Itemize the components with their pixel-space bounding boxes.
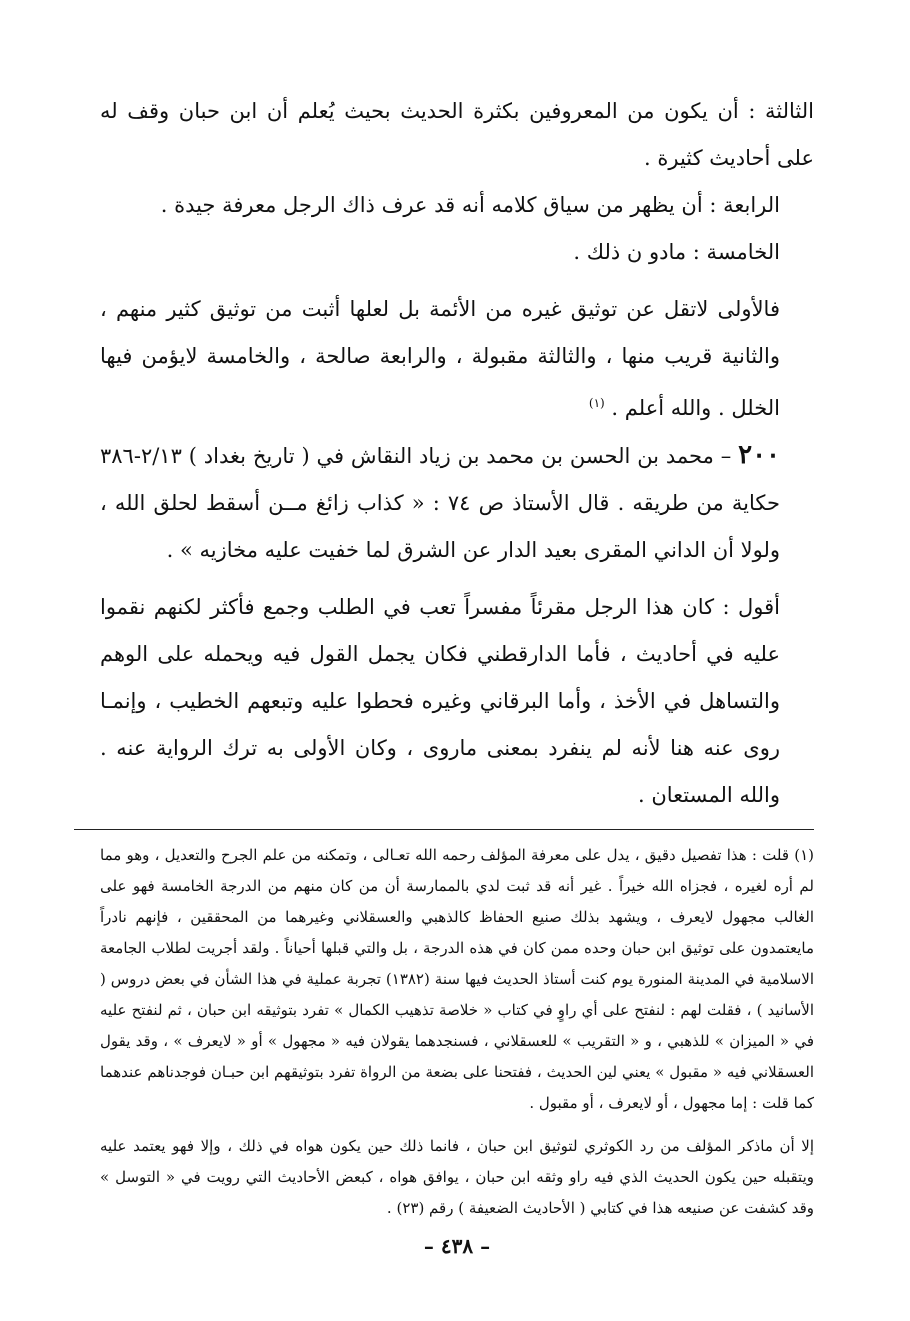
- entry-number: ٢٠٠: [738, 440, 781, 470]
- paragraph-comment: أقول : كان هذا الرجل مقرئاً مفسراً تعب في الطلب وجمع فأكثر لكنهم نقموا عليه في أحاديث ، فأما الدارقطني فكان يجمل القول فيه ويحمله على الوهم والتساهل في الأخذ ، وأما البرقاني وغيره فحطوا عليه وتبعهم الخطيب ، وإنمـا روى عنه هنا لأنه لم ينفرد بمعنى ماروى ، وكان الأولى به ترك الرواية عنه . والله المستعان .: [100, 595, 780, 807]
- paragraph-third: الثالثة : أن يكون من المعروفين بكثرة الحديث بحيث يُعلم أن ابن حبان وقف له على أحاديث كثيرة .: [100, 99, 814, 170]
- footnotes: [100, 840, 814, 1224]
- book-page: [100, 88, 814, 1258]
- footnote-continuation: إلا أن ماذكر المؤلف من رد الكوثري لتوثيق ابن حبان ، فانما ذلك حين يكون هواه في ذلك ، وإلا فهو يعتمد عليه ويتقبله حين يكون الحديث الذي فيه راو وثقه ابن حبان ، يوافق هواه ، كبعض الأحاديث التي رويت في « التوسل » وقد كشفت عن صنيعه هذا في كتابي ( الأحاديث الضعيفة ) رقم (٢٣) .: [100, 1137, 815, 1217]
- footnote-divider: [74, 829, 814, 830]
- entry-text: – محمد بن الحسن بن محمد بن زياد النقاش في ( تاريخ بغداد ) ٢/١٣-٣٨٦ حكاية من طريقه . قال الأستاذ ص ٧٤ : « كذاب زائغ مــن أسقط لحلق الله ، ولولا أن الداني المقرى بعيد الدار عن الشرق لما خفيت عليه مخازيه » .: [100, 444, 780, 562]
- paragraph-fifth: الخامسة : مادو ن ذلك .: [573, 240, 780, 264]
- paragraph-summary: [100, 286, 814, 432]
- page-number: – ٤٣٨ –: [423, 1234, 491, 1258]
- footnote-1: (١) قلت : هذا تفصيل دقيق ، يدل على معرفة المؤلف رحمه الله تعـالى ، وتمكنه من علم الجرح والتعديل ، وهو مما لم أره لغيره ، فجزاه الله خيراً . غير أنه قد ثبت لدي بالممارسة أن من كان منهم من الدرجة الخامسة فهو على الغالب مجهول لايعرف ، ويشهد بذلك صنيع الحفاظ كالذهبي والعسقلاني وغيرهما من المحققين ، فإنهم نادراً مايعتمدون على توثيق ابن حبان وحده ممن كان في هذه الدرجة ، بل والتي قبلها أحياناً . ولقد أجريت لطلاب الجامعة الاسلامية في المدينة المنورة يوم كنت أستاذ الحديث فيها سنة (١٣٨٢) تجربة عملية في هذا الشأن في بعض دروس ( الأسانيد ) ، فقلت لهم : لنفتح على أي راوٍ في كتاب « خلاصة تذهيب الكمال » تفرد بتوثيقه ابن حبان ، ثم لنفتح عليه في « الميزان » للذهبي ، و « التقريب » للعسقلاني ، فسنجدهما يقولان فيه « مجهول » أو « لايعرف » ، وقد يقول العسقلاني فيه « مقبول » يعني لين الحديث ، ففتحنا على بضعة من الرواة تفرد بتوثيقهم ابن حبـان فوجدناهم عندهما كما قلت : إما مجهول ، أو لايعرف ، أو مقبول .: [100, 846, 815, 1112]
- paragraph-fourth: الرابعة : أن يظهر من سياق كلامه أنه قد عرف ذاك الرجل معرفة جيدة .: [160, 193, 780, 217]
- footnote-marker: (١): [588, 396, 605, 410]
- main-text: [100, 88, 814, 819]
- summary-text: فالأولى لاتقل عن توثيق غيره من الأئمة بل لعلها أثبت من توثيق كثير منهم ، والثانية قريب منها ، والثالثة مقبولة ، والرابعة صالحة ، والخامسة لايؤمن فيها الخلل . والله أعلم .: [100, 297, 780, 420]
- entry-200: [100, 432, 814, 574]
